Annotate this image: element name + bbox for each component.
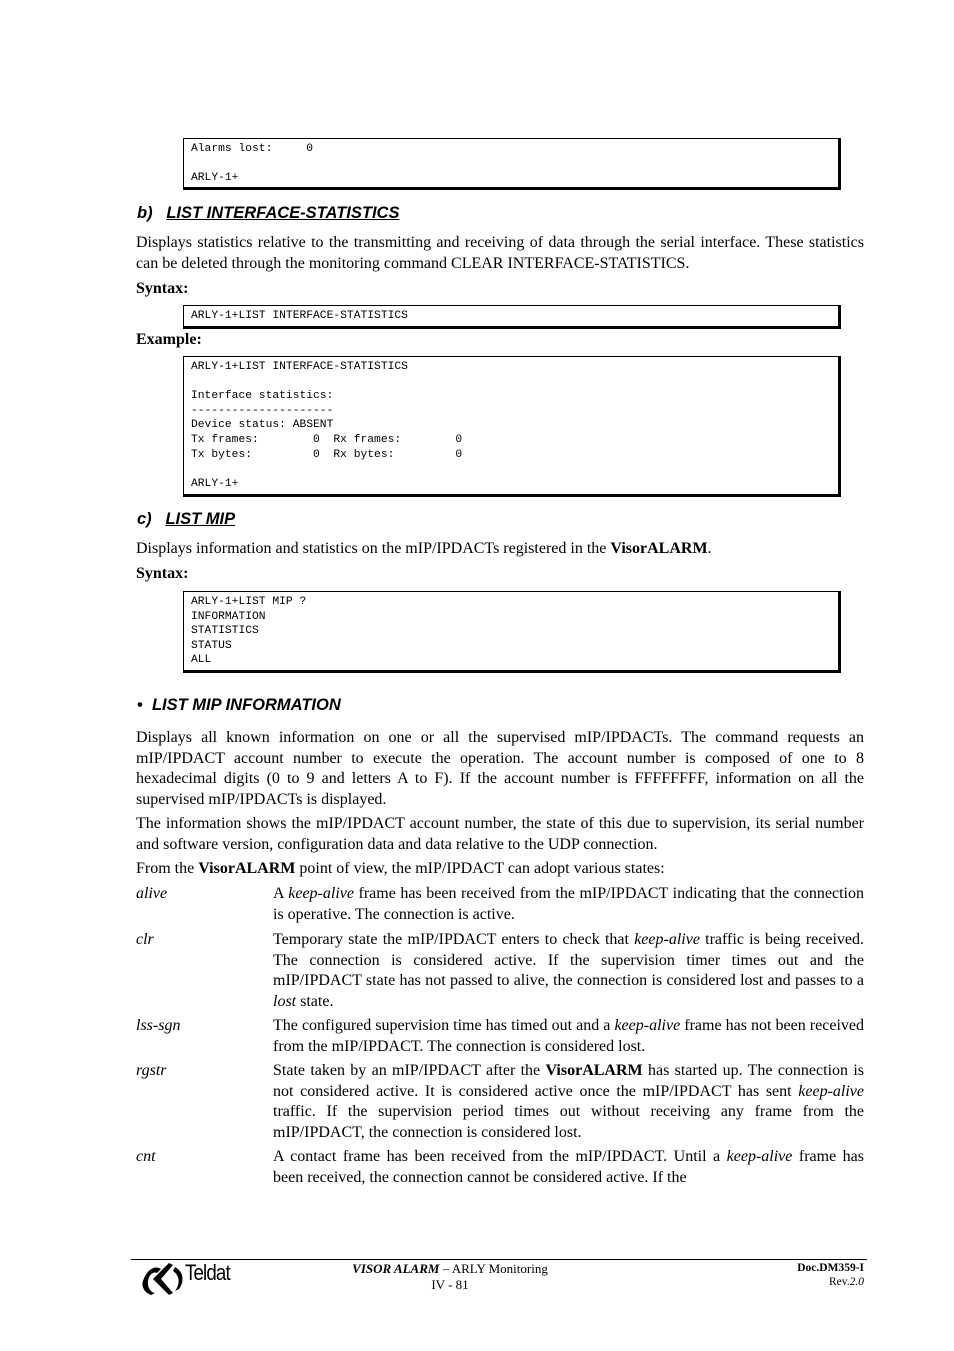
code-line: Interface statistics: [191,390,334,403]
footer-doc-info [797,1261,864,1289]
section-letter: b) [137,204,153,222]
code-line: ARLY-1+ [191,477,239,490]
section-title: LIST MIP [165,510,236,528]
text-run-italic: lost [273,992,297,1010]
subsection-heading [137,696,341,715]
code-line: Alarms lost: 0 [191,143,314,155]
revision-label: Rev. [828,1276,850,1288]
subsection-para-1: Displays all known information on one or all the supervised mIP/IPDACTs. The command requests an mIP/IPDACT account number to execute the operation. The account number is composed of one to 8 hexadecimal digits (0 to 9 and letters A to F). If the account number is FFFFFFFF, information on all the supervised mIP/IPDACTs is displayed. [136,729,864,808]
section-title: LIST INTERFACE-STATISTICS [166,204,400,222]
footer-title-rest: – ARLY Monitoring [439,1261,548,1276]
teldat-logo [139,1259,249,1297]
syntax-label: Syntax: [136,565,189,582]
text-run: has started up. The connection is not considered active. It is considered active once the mIP/IPDACT has sent [273,1062,865,1100]
subsection-para-2: The information shows the mIP/IPDACT account number, the state of this due to supervision, its serial number and software version, configuration data and data relative to the UDP connection. [136,815,864,853]
code-box-syntax-b [183,305,841,329]
text-run-italic: keep-alive [798,1082,864,1100]
state-term: alive [136,885,168,902]
text-run: traffic. If the supervision period times out without receiving any frame from the mIP/IPDACT, the connection is considered lost. [273,1103,864,1141]
example-label: Example: [136,331,202,348]
text-run-italic: keep-alive [726,1148,793,1165]
code-box-example-b [183,356,841,497]
state-term: cnt [136,1148,156,1165]
revision [797,1275,864,1289]
section-b-heading [137,204,399,223]
code-line: --------------------- [191,404,334,417]
logo-text: Teldat [185,1260,230,1285]
bullet-icon: • [137,696,143,714]
code-box-syntax-c [183,591,841,673]
syntax-label: Syntax: [136,280,189,297]
section-b-description: Displays statistics relative to the transmitting and receiving of data through the serial interface. These statistics can be deleted through the monitoring command CLEAR INTERFACE-STATISTICS. [136,234,864,272]
text-run: Temporary state the mIP/IPDACT enters to check that [273,931,635,948]
text-run: Displays information and statistics on the mIP/IPDACTs registered in the [136,540,611,557]
text-run: A contact frame has been received from the mIP/IPDACT. Until a [273,1148,727,1165]
text-run: point of view, the mIP/IPDACT can adopt various states: [295,860,665,877]
code-line: Tx frames: 0 Rx frames: 0 [191,433,463,446]
revision-value: 2.0 [849,1276,864,1288]
code-line: INFORMATION [191,610,266,623]
text-run-italic: keep-alive [634,931,700,948]
state-term: clr [136,931,154,948]
state-term: rgstr [136,1062,167,1079]
doc-id: Doc.DM359-I [797,1262,864,1274]
footer-title [300,1261,600,1277]
text-run-italic: keep-alive [614,1017,681,1034]
page-number: IV - 81 [431,1277,469,1292]
footer-center [300,1261,600,1293]
code-box-alarms [183,138,841,190]
code-line: ARLY-1+LIST MIP ? [191,596,307,608]
code-line: ARLY-1+ [191,172,239,185]
text-run: state. [296,992,334,1010]
code-line: Tx bytes: 0 Rx bytes: 0 [191,448,463,461]
text-run-bold: VisorALARM [545,1062,643,1079]
code-line: ALL [191,654,212,667]
state-term: lss-sgn [136,1017,181,1034]
state-definition [273,1016,864,1057]
code-line: STATISTICS [191,625,259,638]
code-line: ARLY-1+LIST INTERFACE-STATISTICS [191,310,408,322]
subsection-title: LIST MIP INFORMATION [151,696,341,714]
subsection-para-3 [136,859,864,880]
text-run: frame has been received, the connection cannot be considered active. If the [273,1148,865,1186]
text-run: frame has been received from the mIP/IPDACT indicating that the connection is operative. The connection is active. [273,885,865,923]
text-run: . [707,540,712,557]
footer-title-product: VISOR ALARM [352,1261,440,1276]
state-definition [273,1147,864,1188]
section-c-heading [137,510,235,529]
section-letter: c) [137,510,152,528]
text-run: A [273,885,289,902]
text-run-bold: VisorALARM [610,540,708,557]
text-run-bold: VisorALARM [198,860,296,877]
code-line: STATUS [191,639,232,652]
state-definition [273,930,864,1012]
state-definition [273,1061,864,1143]
text-run: traffic is being received. The connection is considered active. If the supervision timer times out and the mIP/IPDACT state has not passed to alive, the connection is considered lost and passes to a [273,931,865,989]
state-definition [273,884,864,925]
text-run: From the [136,860,199,877]
text-run-italic: keep-alive [288,885,354,902]
text-run: frame has not been received from the mIP/IPDACT. The connection is considered lost. [273,1017,864,1055]
code-line: ARLY-1+LIST INTERFACE-STATISTICS [191,361,408,373]
code-line: Device status: ABSENT [191,419,334,432]
section-c-description [136,539,864,560]
text-run: The configured supervision time has timed out and a [273,1017,615,1034]
text-run: State taken by an mIP/IPDACT after the [273,1062,546,1079]
